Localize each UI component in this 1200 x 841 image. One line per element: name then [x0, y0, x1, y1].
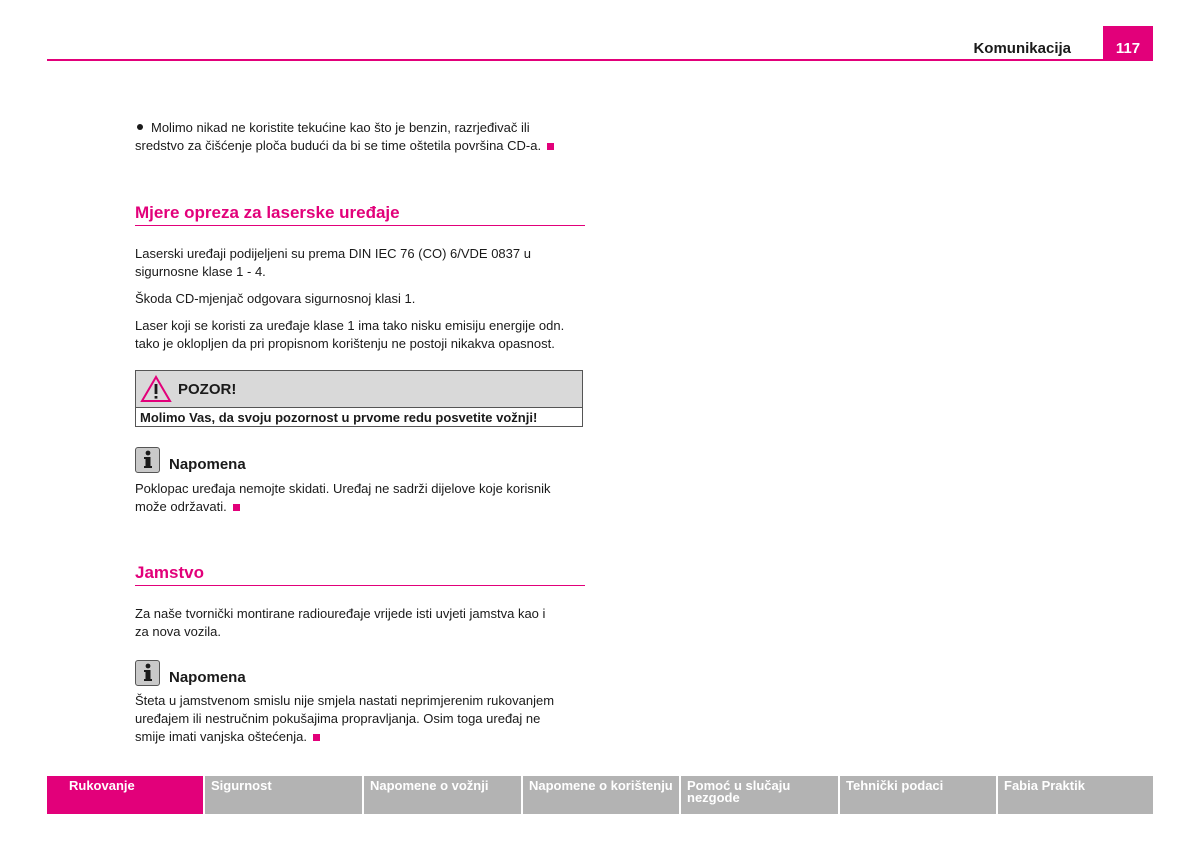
laser-para-1-line-1: Laserski uređaji podijeljeni su prema DIN IEC 76 (CO) 6/VDE 0837 u	[135, 246, 531, 261]
laser-para-3	[135, 317, 585, 353]
warning-header	[136, 371, 582, 408]
warranty-heading: Jamstvo	[135, 563, 585, 586]
footer-nav	[47, 776, 1153, 814]
header-rule	[47, 59, 1153, 61]
note-1-line-1: Poklopac uređaja nemojte skidati. Uređaj ne sadrži dijelove koje korisnik	[135, 481, 551, 496]
warranty-line-1: Za naše tvornički montirane radiouređaje vrijede isti uvjeti jamstva kao i	[135, 606, 546, 621]
tab-napomene-o-voznji[interactable]: Napomene o vožnji	[364, 776, 521, 814]
note-text-2	[135, 692, 585, 746]
tab-pomoc-u-slucaju-nezgode[interactable]: Pomoć u slučaju nezgode	[681, 776, 838, 814]
laser-heading: Mjere opreza za laserske uređaje	[135, 203, 585, 226]
end-square-icon	[233, 504, 240, 511]
tab-napomene-o-koristenju[interactable]: Napomene o korištenju	[523, 776, 679, 814]
note-title-1: Napomena	[169, 456, 246, 473]
note-title-2: Napomena	[169, 669, 246, 686]
tab-tehnicki-podaci[interactable]: Tehnički podaci	[840, 776, 996, 814]
warning-box	[135, 370, 583, 427]
info-icon	[135, 660, 160, 686]
intro-line-2: sredstvo za čišćenje ploča budući da bi se time oštetila površina CD-a.	[135, 138, 542, 153]
laser-para-1	[135, 245, 585, 281]
warning-triangle-icon	[140, 375, 172, 403]
warranty-paragraph	[135, 605, 585, 641]
intro-line-1: Molimo nikad ne koristite tekućine kao što je benzin, razrjeđivač ili	[151, 120, 530, 135]
note-2-line-1: Šteta u jamstvenom smislu nije smjela nastati neprimjerenim rukovanjem	[135, 693, 555, 708]
end-square-icon	[313, 734, 320, 741]
warranty-line-2: za nova vozila.	[135, 624, 221, 639]
warning-title: POZOR!	[178, 380, 237, 398]
laser-para-2-line: Škoda CD-mjenjač odgovara sigurnosnoj klasi 1.	[135, 291, 416, 306]
info-icon	[135, 447, 160, 473]
note-text-1	[135, 480, 585, 516]
note-2-line-2: uređajem ili nestručnim pokušajima propravljanja. Osim toga uređaj ne	[135, 711, 541, 726]
bullet-icon	[137, 124, 143, 130]
note-header-1	[135, 447, 246, 473]
note-header-2	[135, 660, 246, 686]
laser-para-3-line-1: Laser koji se koristi za uređaje klase 1 ima tako nisku emisiju energije odn.	[135, 318, 565, 333]
page-number: 117	[1103, 26, 1153, 60]
laser-para-3-line-2: tako je okloplјen da pri propisnom korištenju ne postoji nikakva opasnost.	[135, 336, 555, 351]
intro-paragraph	[135, 119, 585, 155]
end-square-icon	[547, 143, 554, 150]
tab-fabia-praktik[interactable]: Fabia Praktik	[998, 776, 1153, 814]
warning-text: Molimo Vas, da svoju pozornost u prvome redu posvetite vožnji!	[140, 410, 538, 425]
tab-rukovanje[interactable]: Rukovanje	[47, 776, 203, 814]
laser-para-1-line-2: sigurnosne klase 1 - 4.	[135, 264, 266, 279]
tab-sigurnost[interactable]: Sigurnost	[205, 776, 362, 814]
note-2-line-3: smije imati vanjska oštećenja.	[135, 729, 307, 744]
note-1-line-2: može održavati.	[135, 499, 227, 514]
section-title: Komunikacija	[973, 40, 1071, 57]
laser-para-2	[135, 290, 585, 308]
